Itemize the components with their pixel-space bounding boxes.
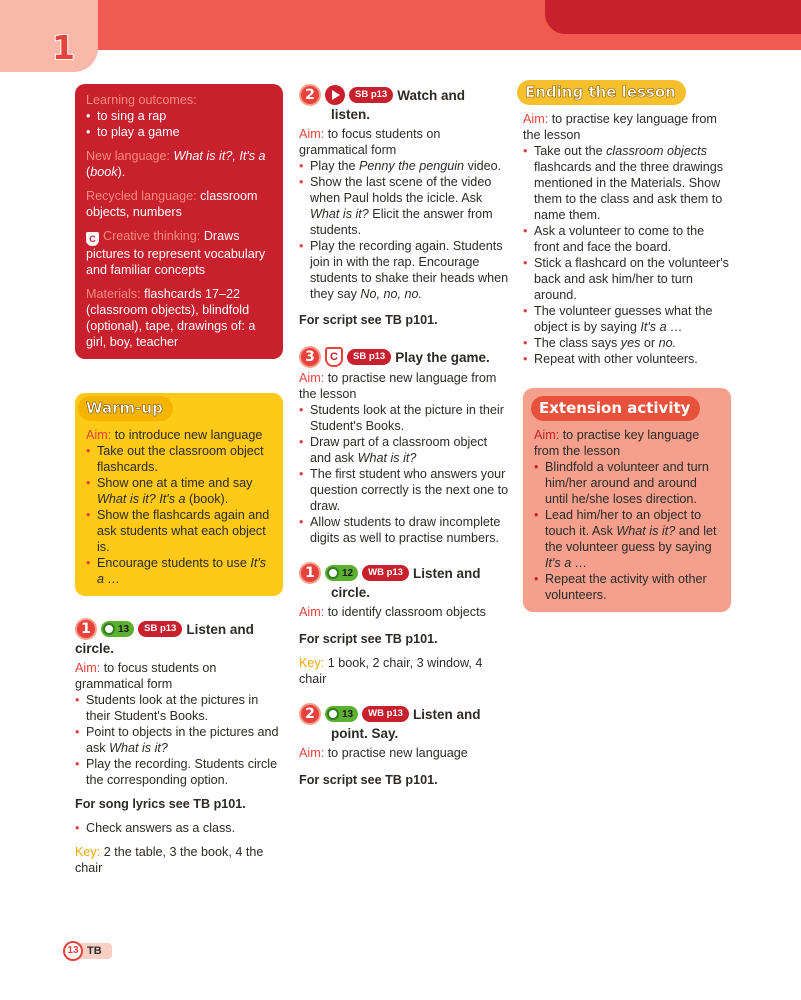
list-item: • Take out the classroom object flashcards.	[86, 443, 273, 475]
creative-thinking-icon: C	[86, 232, 99, 246]
audio-track-badge: 12	[325, 565, 358, 581]
audio-track-badge: 13	[101, 621, 134, 637]
list-item: • Students look at the picture in their Student's Books.	[299, 402, 509, 434]
activity-aim: Aim: to identify classroom objects	[299, 605, 486, 619]
extension-title: Extension activity	[531, 396, 700, 421]
book-ref-badge: SB p13	[347, 349, 391, 365]
list-item: • Point to objects in the pictures and ask What is it?	[75, 724, 283, 756]
activity-game	[299, 346, 509, 546]
script-reference: For script see TB p101.	[299, 632, 438, 646]
headphones-icon	[327, 567, 339, 579]
book-ref-badge: WB p13	[362, 706, 409, 722]
script-reference: For song lyrics see TB p101.	[75, 797, 246, 811]
list-item: • Check answers as a class.	[75, 820, 283, 836]
list-item: • Draw part of a classroom object and ask What is it?	[299, 434, 509, 466]
materials: Materials: flashcards 17–22 (classroom objects), blindfold (optional), tape, drawings of: a girl, boy, teacher	[86, 287, 256, 349]
ending-title: Ending the lesson	[517, 80, 686, 105]
column-middle	[299, 84, 509, 796]
list-item: • Play the recording. Students circle the corresponding option.	[75, 756, 283, 788]
activity-title-cont: circle.	[331, 585, 371, 600]
activity-header	[299, 84, 509, 106]
list-item: • Students look at the pictures in their Student's Books.	[75, 692, 283, 724]
new-language: New language: What is it?, It's a (book).	[86, 149, 266, 179]
list-item: • Repeat with other volunteers.	[523, 351, 731, 367]
unit-number: 1	[52, 28, 75, 67]
list-item: • Take out the classroom objects flashcards and the three drawings mentioned in the Materials. Show them to the class and ask them to name them.	[523, 143, 731, 223]
activity-aim: Aim: to focus students on grammatical form	[75, 661, 217, 691]
activity-title: Listen and	[412, 565, 481, 581]
activity-title: Watch and	[397, 87, 465, 103]
activity-aim: Aim: to practise new language	[299, 746, 468, 760]
activity-aim: Aim: to practise new language from the lesson	[299, 371, 497, 401]
list-item: • Show the last scene of the video when Paul holds the icicle. Ask What is it? Elicit the answer from students.	[299, 174, 509, 238]
script-reference: For script see TB p101.	[299, 773, 438, 787]
script-reference: For script see TB p101.	[299, 313, 438, 327]
outcome-item: • to sing a rap	[86, 108, 273, 124]
activity-watch	[299, 84, 509, 328]
activity-title-cont: point. Say.	[331, 726, 399, 741]
activity-number: 3	[299, 346, 321, 368]
check-list	[75, 820, 283, 836]
warmup-card	[75, 393, 283, 596]
column-left	[75, 84, 283, 876]
activity-number: 2	[299, 703, 321, 725]
activity-title: Listen and	[186, 621, 254, 637]
answer-key: Key: 2 the table, 3 the book, 4 the chair	[75, 845, 264, 875]
unit-tab	[0, 0, 98, 72]
activity-wb-circle	[299, 562, 509, 687]
activity-aim: Aim: to focus students on grammatical form	[299, 127, 441, 157]
activity-header	[299, 562, 509, 584]
list-item: • Show the flashcards again and ask students what each object is.	[86, 507, 273, 555]
list-item: • Encourage students to use It's a …	[86, 555, 273, 587]
activity-header	[75, 618, 283, 640]
activity-list	[299, 402, 509, 546]
activity-number: 1	[75, 618, 97, 640]
list-item: • The volunteer guesses what the object is by saying It's a …	[523, 303, 731, 335]
activity-title-cont: listen.	[331, 107, 371, 122]
book-ref-badge: SB p13	[349, 87, 393, 103]
extension-aim: Aim: to practise key language from the lesson	[534, 428, 700, 458]
book-ref-badge: SB p13	[138, 621, 182, 637]
list-item: • The class says yes or no.	[523, 335, 731, 351]
list-item: • Stick a flashcard on the volunteer's back and ask him/her to turn around.	[523, 255, 731, 303]
activity-title-cont: circle.	[75, 641, 115, 656]
page-footer	[63, 941, 112, 961]
extension-card	[523, 388, 731, 612]
outcomes-label: Learning outcomes:	[86, 93, 197, 107]
activity-header	[299, 703, 509, 725]
warmup-list	[86, 443, 273, 587]
list-item: • The first student who answers your question correctly is the next one to draw.	[299, 466, 509, 514]
ending-section	[523, 80, 731, 367]
ending-list	[523, 143, 731, 367]
creative-thinking-icon: C	[325, 347, 343, 367]
list-item: • Ask a volunteer to come to the front and face the board.	[523, 223, 731, 255]
outcome-item: • to play a game	[86, 124, 273, 140]
headphones-icon	[103, 623, 115, 635]
headphones-icon	[327, 708, 339, 720]
activity-title: Listen and	[412, 706, 481, 722]
activity-title: Play the game.	[395, 349, 490, 365]
extension-list	[534, 459, 721, 603]
warmup-title: Warm-up	[78, 396, 173, 421]
page-label: TB	[73, 943, 112, 959]
activity-wb-point	[299, 703, 509, 788]
audio-track-badge: 13	[325, 706, 358, 722]
warmup-aim: Aim: to introduce new language	[86, 428, 263, 442]
list-item: • Repeat the activity with other volunteers.	[534, 571, 721, 603]
list-item: • Allow students to draw incomplete digits as well to practise numbers.	[299, 514, 509, 546]
outcomes-list	[86, 108, 273, 140]
top-banner-accent	[545, 0, 801, 34]
creative-thinking: C Creative thinking: Draws pictures to represent vocabulary and familiar concepts	[86, 229, 266, 277]
activity-list	[299, 158, 509, 302]
answer-key: Key: 1 book, 2 chair, 3 window, 4 chair	[299, 656, 483, 686]
activity-number: 1	[299, 562, 321, 584]
page-number: 13	[63, 941, 83, 961]
video-play-icon	[325, 85, 345, 105]
list-item: • Play the recording again. Students join in with the rap. Encourage students to shake their heads when they say No, no, no.	[299, 238, 509, 302]
ending-aim: Aim: to practise key language from the lesson	[523, 112, 717, 142]
list-item: • Blindfold a volunteer and turn him/her around and around until he/she loses direction.	[534, 459, 721, 507]
list-item: • Lead him/her to an object to touch it. Ask What is it? and let the volunteer guess by saying It's a …	[534, 507, 721, 571]
recycled-language: Recycled language: classroom objects, numbers	[86, 189, 258, 219]
book-ref-badge: WB p13	[362, 565, 409, 581]
activity-number: 2	[299, 84, 321, 106]
activity-listen-circle-sb	[75, 618, 283, 876]
column-right	[523, 80, 731, 612]
activity-list	[75, 692, 283, 788]
new-language-example: (book).	[86, 165, 126, 179]
list-item: • Play the Penny the penguin video.	[299, 158, 509, 174]
activity-header	[299, 346, 509, 368]
list-item: • Show one at a time and say What is it? It's a (book).	[86, 475, 273, 507]
lesson-info-card	[75, 84, 283, 359]
